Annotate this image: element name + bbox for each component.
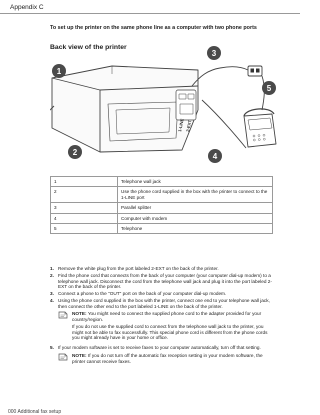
port-label-2-ext: 2-EXT (185, 119, 193, 133)
part-description: Telephone wall jack (118, 177, 273, 187)
part-number: 1 (51, 177, 118, 187)
step-text: Remove the white plug from the port labeled 2-EXT on the back of the printer. (58, 266, 219, 271)
table-row (51, 224, 273, 234)
step-number: 1. (50, 266, 54, 271)
header-rule (0, 13, 300, 14)
step-number: 2. (50, 272, 54, 278)
table-row (51, 213, 273, 223)
callout-5-label: 5 (266, 84, 272, 93)
table-row (51, 203, 273, 213)
printer-setup-diagram (50, 46, 278, 169)
note-text: You might need to connect the supplied phone cord to the adapter provided for your country/region. (72, 311, 262, 322)
parallel-splitter (248, 66, 262, 76)
part-number: 5 (51, 224, 118, 234)
note-text: If you do not turn off the automatic fax reception setting in your modem software, the printer cannot receive faxes. (72, 353, 263, 364)
callout-4-label: 4 (212, 152, 218, 161)
running-header: Appendix C (10, 4, 44, 11)
step-number: 5. (50, 345, 54, 351)
part-number: 3 (51, 203, 118, 213)
part-number: 2 (51, 187, 118, 203)
note-label: NOTE: (72, 311, 87, 317)
callout-3-label: 3 (211, 49, 217, 58)
part-description: Parallel splitter (118, 203, 273, 213)
callout-1-label: 1 (56, 67, 62, 76)
note-icon (58, 311, 72, 342)
list-item (50, 298, 276, 309)
part-description: Use the phone cord supplied in the box with the printer to connect to the 1-LINE port (118, 187, 273, 203)
instruction-steps (50, 266, 276, 369)
note-label: NOTE: (72, 353, 87, 359)
step-number: 3. (50, 291, 54, 297)
note-box (58, 353, 276, 366)
parts-table (50, 176, 273, 234)
table-row (51, 177, 273, 187)
section-heading: To set up the printer on the same phone line as a computer with two phone ports (50, 25, 257, 31)
figure-heading: Back view of the printer (50, 44, 127, 51)
page-footer: 000 Additional fax setup (8, 409, 62, 415)
note-text: If you do not use the supplied cord to connect from the telephone wall jack to the printer, you might not be able to fax successfully. This special phone cord is different from the phone cords you might already have in your home or office. (72, 324, 268, 341)
list-item (50, 291, 276, 297)
step-text: Using the phone cord supplied in the box with the printer, connect one end to your telephone wall jack, then connect the other end to the port labeled 1-LINE on the back of the printer. (58, 298, 270, 309)
callout-2-label: 2 (72, 148, 78, 157)
step-text: Find the phone cord that connects from the back of your computer (your computer dial-up modem) to a telephone wall jack. Disconnect the cord from the telephone wall jack and plug it into the port labeled 2-EXT on the back of the printer. (58, 272, 272, 290)
list-item (50, 266, 276, 272)
step-text: If your modem software is set to receive faxes to your computer automatically, turn off that setting. (58, 345, 261, 351)
note-box (58, 311, 276, 342)
part-number: 4 (51, 213, 118, 223)
step-number: 4. (50, 298, 54, 304)
list-item (50, 273, 276, 290)
step-text: Connect a phone to the "OUT" port on the back of your computer dial-up modem. (58, 291, 227, 297)
table-row (51, 187, 273, 203)
port-label-1-line: 1-LINE (177, 118, 185, 133)
part-description: Computer with modem (118, 213, 273, 223)
part-description: Telephone (118, 224, 273, 234)
note-icon (58, 353, 72, 366)
telephone (244, 109, 276, 147)
list-item (50, 345, 276, 351)
